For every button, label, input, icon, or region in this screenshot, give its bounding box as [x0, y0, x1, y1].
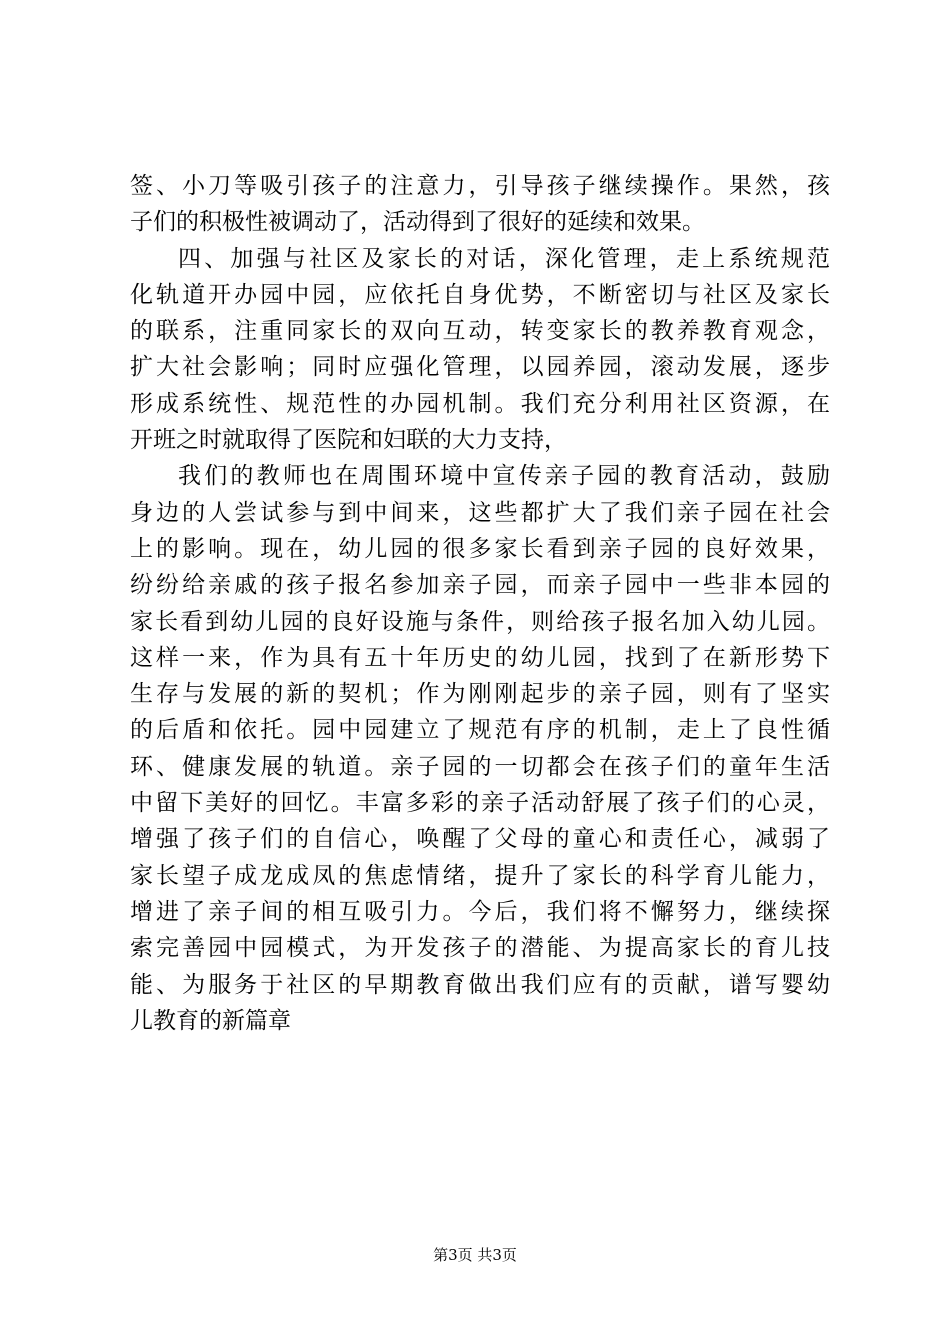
- text-line: 家长望子成龙成凤的焦虑情绪，提升了家长的科学育儿能力，: [130, 862, 830, 889]
- text-line: 开班之时就取得了医院和妇联的大力支持，: [130, 427, 567, 454]
- text-line: 纷纷给亲戚的孩子报名参加亲子园，而亲子园中一些非本园的: [130, 572, 830, 599]
- text-line: 家长看到幼儿园的良好设施与条件，则给孩子报名加入幼儿园。: [130, 608, 830, 635]
- text-line: 的联系，注重同家长的双向互动，转变家长的教养教育观念，: [130, 318, 830, 345]
- text-line: 能、为服务于社区的早期教育做出我们应有的贡献，谱写婴幼: [130, 971, 830, 998]
- text-line: 环、健康发展的轨道。亲子园的一切都会在孩子们的童年生活: [130, 753, 830, 780]
- text-line: 子们的积极性被调动了，活动得到了很好的延续和效果。: [130, 209, 705, 236]
- text-line: 签、小刀等吸引孩子的注意力，引导孩子继续操作。果然，孩: [130, 173, 830, 199]
- paragraph-3: [130, 458, 830, 1039]
- text-line: 身边的人尝试参与到中间来，这些都扩大了我们亲子园在社会: [130, 499, 830, 526]
- text-line: 增进了亲子间的相互吸引力。今后，我们将不懈努力，继续探: [130, 898, 830, 925]
- text-line: 增强了孩子们的自信心，唤醒了父母的童心和责任心，减弱了: [130, 826, 830, 853]
- text-line: 生存与发展的新的契机；作为刚刚起步的亲子园，则有了坚实: [130, 681, 830, 708]
- document-body: [130, 168, 830, 1039]
- text-line: 索完善园中园模式，为开发孩子的潜能、为提高家长的育儿技: [130, 935, 830, 962]
- text-line: 的后盾和依托。园中园建立了规范有序的机制，走上了良性循: [130, 717, 830, 744]
- text-line: 形成系统性、规范性的办园机制。我们充分利用社区资源，在: [130, 390, 830, 417]
- text-line: 中留下美好的回忆。丰富多彩的亲子活动舒展了孩子们的心灵，: [130, 790, 830, 817]
- paragraph-1: [130, 168, 830, 241]
- text-line: 化轨道开办园中园，应依托自身优势，不断密切与社区及家长: [130, 281, 830, 308]
- text-line: 四、加强与社区及家长的对话，深化管理，走上系统规范: [178, 245, 830, 272]
- text-line: 上的影响。现在，幼儿园的很多家长看到亲子园的良好效果，: [130, 535, 830, 562]
- text-line: 这样一来，作为具有五十年历史的幼儿园，找到了在新形势下: [130, 644, 830, 671]
- text-line: 我们的教师也在周围环境中宣传亲子园的教育活动，鼓励: [178, 463, 830, 490]
- page-number-footer: 第3页 共3页: [433, 1246, 517, 1264]
- paragraph-2: [130, 241, 830, 459]
- text-line: 扩大社会影响；同时应强化管理，以园养园，滚动发展，逐步: [130, 354, 830, 381]
- text-line: 儿教育的新篇章: [130, 1007, 291, 1034]
